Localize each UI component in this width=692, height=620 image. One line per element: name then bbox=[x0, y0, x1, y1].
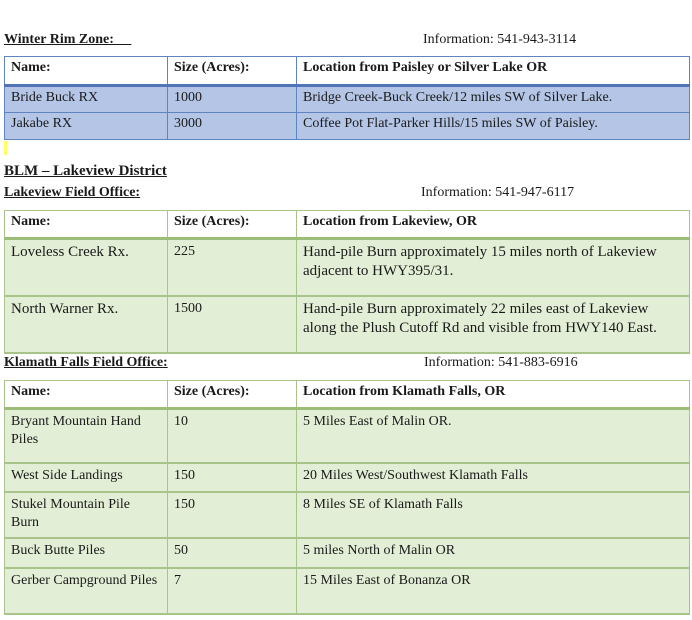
table-row bbox=[5, 463, 690, 492]
winter-rim-title: Winter Rim Zone: bbox=[4, 32, 132, 47]
cell-name: North Warner Rx. bbox=[11, 300, 119, 317]
cell-location: Bridge Creek-Buck Creek/12 miles SW of Silver Lake. bbox=[303, 90, 613, 105]
cell-size: 150 bbox=[174, 467, 195, 483]
cell-size: 1000 bbox=[174, 90, 202, 105]
table-row bbox=[5, 113, 690, 140]
lakeview-table bbox=[4, 210, 690, 354]
cell-name: Loveless Creek Rx. bbox=[11, 244, 129, 260]
table-row bbox=[5, 568, 690, 614]
header-name: Name: bbox=[11, 384, 51, 399]
cell-name: Bride Buck RX bbox=[11, 90, 99, 105]
cell-location: 20 Miles West/Southwest Klamath Falls bbox=[303, 467, 528, 483]
cell-location: 15 Miles East of Bonanza OR bbox=[303, 572, 471, 588]
header-location: Location from Lakeview, OR bbox=[303, 214, 477, 229]
table-header-row bbox=[5, 211, 690, 239]
highlight-marker bbox=[4, 141, 7, 155]
header-size: Size (Acres): bbox=[174, 384, 250, 399]
winter-rim-info: Information: 541-943-3114 bbox=[423, 32, 577, 47]
lakeview-office-title: Lakeview Field Office: bbox=[4, 185, 141, 200]
cell-size: 150 bbox=[174, 496, 195, 512]
cell-location: Hand-pile Burn approximately 22 miles east of Lakeview along the Plush Cutoff Rd and visible from HWY140 East. bbox=[303, 300, 657, 336]
header-name: Name: bbox=[11, 60, 51, 75]
table-row bbox=[5, 239, 690, 296]
cell-size: 1500 bbox=[174, 300, 202, 316]
header-name: Name: bbox=[11, 214, 51, 229]
table-row bbox=[5, 86, 690, 113]
table-row bbox=[5, 296, 690, 353]
cell-location: Hand-pile Burn approximately 15 miles north of Lakeview adjacent to HWY395/31. bbox=[303, 244, 657, 279]
cell-location: Coffee Pot Flat-Parker Hills/15 miles SW of Paisley. bbox=[303, 116, 598, 131]
cell-name: Buck Butte Piles bbox=[11, 542, 106, 558]
lakeview-office-info: Information: 541-947-6117 bbox=[421, 185, 575, 200]
table-header-row bbox=[5, 381, 690, 409]
header-location: Location from Klamath Falls, OR bbox=[303, 384, 506, 399]
cell-size: 50 bbox=[174, 542, 188, 558]
header-size: Size (Acres): bbox=[174, 60, 250, 75]
header-size: Size (Acres): bbox=[174, 214, 250, 229]
cell-name: West Side Landings bbox=[11, 467, 123, 483]
header-location: Location from Paisley or Silver Lake OR bbox=[303, 60, 548, 75]
klamath-office-title: Klamath Falls Field Office: bbox=[4, 355, 168, 370]
table-row bbox=[5, 492, 690, 538]
cell-name: Jakabe RX bbox=[11, 116, 73, 131]
cell-name: Gerber Campground Piles bbox=[11, 572, 158, 588]
table-row bbox=[5, 409, 690, 463]
winter-rim-table bbox=[4, 56, 690, 140]
table-row bbox=[5, 538, 690, 568]
cell-name: Bryant Mountain Hand Piles bbox=[11, 414, 141, 447]
cell-location: 5 Miles East of Malin OR. bbox=[303, 414, 452, 429]
cell-size: 10 bbox=[174, 414, 188, 429]
cell-name: Stukel Mountain Pile Burn bbox=[11, 496, 130, 530]
cell-location: 8 Miles SE of Klamath Falls bbox=[303, 496, 463, 512]
cell-location: 5 miles North of Malin OR bbox=[303, 542, 456, 558]
cell-size: 225 bbox=[174, 244, 195, 259]
blm-district-title: BLM – Lakeview District bbox=[4, 163, 167, 179]
cell-size: 3000 bbox=[174, 116, 202, 131]
table-header-row bbox=[5, 57, 690, 86]
cell-size: 7 bbox=[174, 572, 181, 588]
klamath-office-info: Information: 541-883-6916 bbox=[424, 355, 578, 370]
klamath-table bbox=[4, 380, 690, 615]
